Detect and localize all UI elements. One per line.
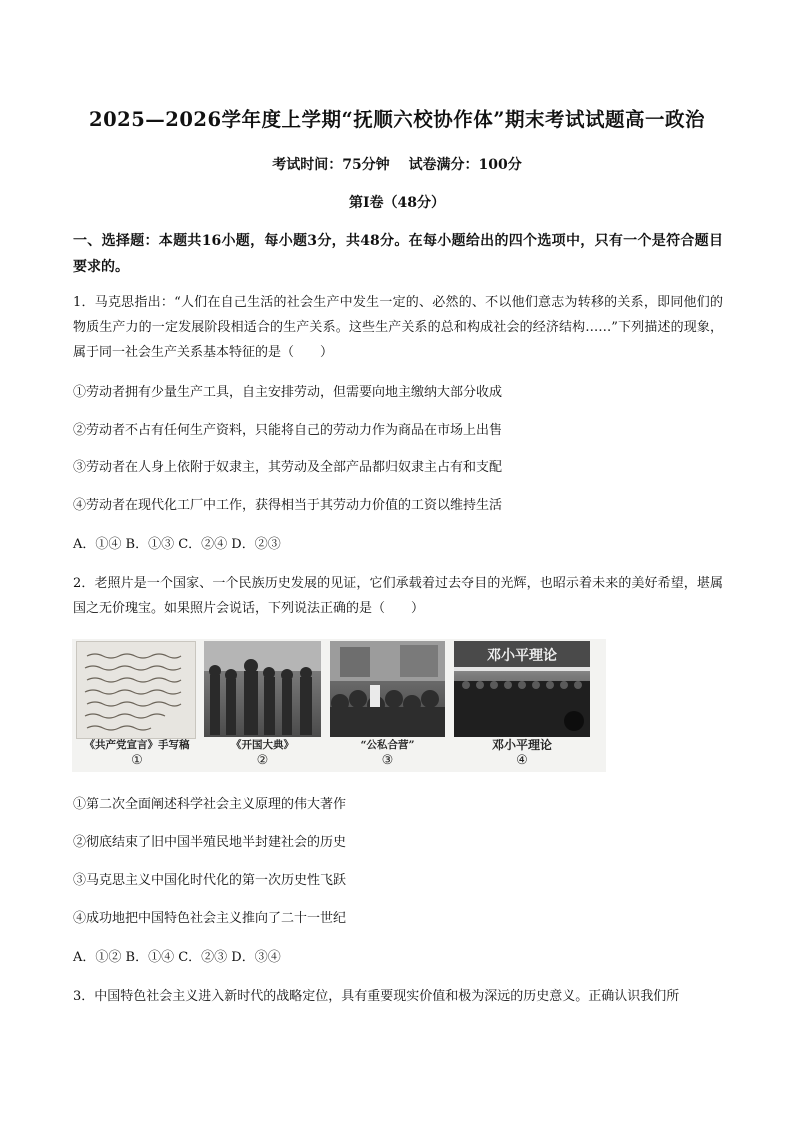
question-1-stem: 1．马克思指出：“人们在自己生活的社会生产中发生一定的、必然的、不以他们意志为转移的关系，即同他们的物质生产力的一定发展阶段相适合的生产关系。这些生产关系的总和构成社会的经济结构……”下列描述的现象，属于同一社会生产关系基本特征的是（ ） [73,295,723,360]
question-3-stem: 3．中国特色社会主义进入新时代的战略定位，具有重要现实价值和极为深远的历史意义。正确认识我们所 [73,989,680,1004]
founding-ceremony-photo [204,641,321,737]
photo-4-number: ④ [516,753,528,768]
q2-option-3: ③马克思主义中国化时代化的第一次历史性飞跃 [73,873,347,888]
q1-option-2: ②劳动者不占有任何生产资料，只能将自己的劳动力作为商品在市场上出售 [73,423,503,438]
exam-info [0,154,794,174]
banner-text: 邓小平理论 [487,648,557,664]
full-score: 试卷满分：100分 [408,157,522,173]
photo-4-caption: 邓小平理论 [491,738,552,752]
manuscript-photo [76,641,196,739]
photo-3-number: ③ [381,753,394,768]
q1-option-3: ③劳动者在人身上依附于奴隶主，其劳动及全部产品都归奴隶主占有和支配 [73,460,503,475]
photo-3-caption: “公私合营” [360,739,415,751]
photo-1-caption: 《共产党宣言》手写稿 [84,739,190,751]
exam-title: 2025—2026学年度上学期“抚顺六校协作体”期末考试试题高一政治 [89,108,705,131]
question-2-stem: 2．老照片是一个国家、一个民族历史发展的见证，它们承载着过去夺目的光辉，也昭示着未来的美好希望，堪属国之无价瑰宝。如果照片会说话，下列说法正确的是（ ） [73,576,723,616]
public-private-partnership-photo [330,641,445,737]
photo-strip [72,639,606,772]
photo-1-number: ① [131,753,143,768]
q2-option-4: ④成功地把中国特色社会主义推向了二十一世纪 [73,911,347,926]
q1-option-1: ①劳动者拥有少量生产工具，自主安排劳动，但需要向地主缴纳大部分收成 [73,385,503,400]
photo-2-number: ② [256,753,269,768]
part-heading: 第Ⅰ卷（48分） [348,195,446,211]
q2-option-1: ①第二次全面阐述科学社会主义原理的伟大著作 [73,797,347,812]
photo-2-caption: 《开国大典》 [231,739,294,751]
exam-time: 考试时间：75分钟 [272,157,390,173]
q2-option-2: ②彻底结束了旧中国半殖民地半封建社会的历史 [73,835,347,850]
deng-theory-parade-photo [454,641,590,737]
q2-answers: A．①② B．①④ C．②③ D．③④ [73,950,281,965]
q1-option-4: ④劳动者在现代化工厂中工作，获得相当于其劳动力价值的工资以维持生活 [73,498,503,513]
section-heading: 一、选择题：本题共16小题，每小题3分，共48分。在每小题给出的四个选项中，只有一个是符合题目要求的。 [73,233,723,275]
q1-answers: A．①④ B．①③ C．②④ D．②③ [73,537,281,552]
